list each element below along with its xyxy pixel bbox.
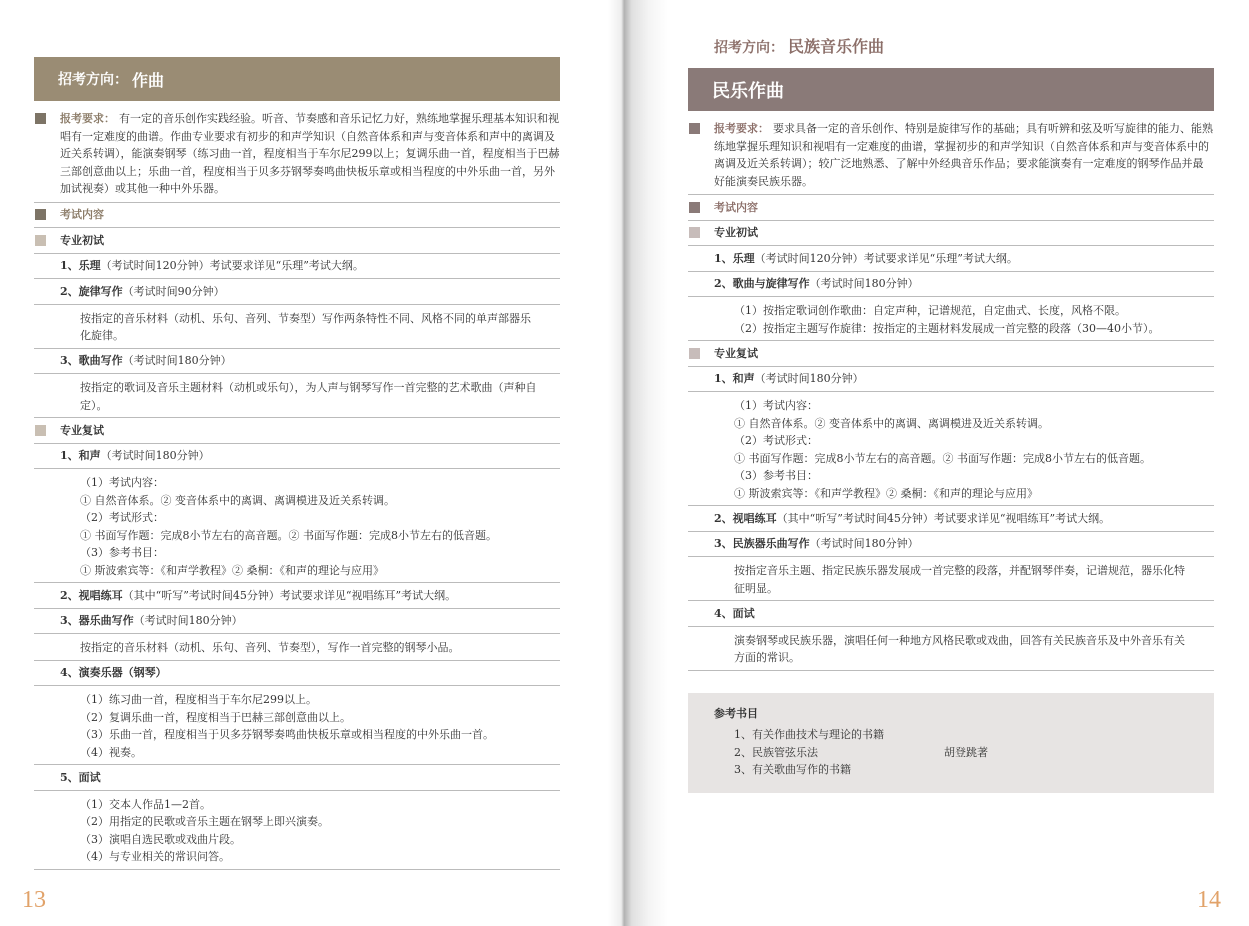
square-bullet-icon (35, 113, 46, 124)
reference-item (714, 726, 1190, 744)
sub-line: （4）视奏。 (80, 745, 142, 759)
exam-content-label: 考试内容 (714, 200, 758, 214)
exam-item-title: 2、视唱练耳 (714, 511, 777, 525)
sub-line: ① 自然音体系。② 变音体系中的离调、离调模进及近关系转调。 (80, 493, 395, 507)
exam-item-detail: （考试时间120分钟）考试要求详见“乐理”考试大纲。 (100, 259, 364, 272)
square-bullet-icon (689, 227, 700, 238)
sub-line: 按指定的歌词及音乐主题材料（动机或乐句），为人声与钢琴写作一首完整的艺术歌曲（声种自定）。 (80, 381, 537, 412)
left-content (34, 57, 560, 870)
exam-item-subcontent (34, 686, 560, 765)
exam-item-subcontent (688, 392, 1214, 506)
right-requirement (688, 111, 1214, 195)
exam-item-title: 2、歌曲与旋律写作 (714, 277, 810, 290)
sub-line: ① 斯波索宾等：《和声学教程》② 桑桐：《和声的理论与应用》 (80, 563, 384, 577)
right-final-list (688, 367, 1214, 671)
sub-line: （1）考试内容： (80, 476, 164, 489)
right-header-value: 民族音乐作曲 (788, 37, 885, 56)
exam-item-detail: （考试时间180分钟） (100, 449, 210, 462)
final-label: 专业复试 (60, 423, 104, 437)
sub-line: 按指定的音乐材料（动机、乐句、音列、节奏型），写作一首完整的钢琴小品。 (80, 641, 460, 654)
exam-item (34, 444, 560, 470)
page-number: 13 (22, 887, 46, 913)
sub-line: （2）用指定的民歌或音乐主题在钢琴上即兴演奏。 (80, 815, 329, 828)
exam-content-label: 考试内容 (60, 208, 104, 221)
exam-item-subcontent (688, 557, 1214, 601)
sub-line: （2）考试形式： (80, 511, 164, 524)
exam-item-detail: （考试时间180分钟） (133, 614, 243, 627)
left-header-value: 作曲 (132, 70, 165, 90)
reference-author: 胡登跳著 (944, 745, 988, 759)
reference-item (714, 744, 1190, 762)
exam-item-subcontent (688, 297, 1214, 341)
exam-item (34, 765, 560, 791)
sub-line: （1）交本人作品1—2首。 (80, 797, 211, 811)
sub-line: （4）与专业相关的常识问答。 (80, 850, 230, 863)
square-bullet-icon (35, 235, 46, 246)
exam-item-title: 1、乐理 (714, 251, 755, 265)
exam-item-detail: （考试时间180分钟） (809, 537, 919, 550)
exam-item-subcontent (688, 627, 1214, 671)
exam-item-detail: （考试时间180分钟） (809, 277, 919, 290)
square-bullet-icon (689, 123, 700, 134)
exam-item-subcontent (34, 791, 560, 870)
exam-item (688, 272, 1214, 298)
sub-line: （1）考试内容： (734, 399, 818, 412)
exam-item-title: 2、视唱练耳 (60, 588, 123, 602)
exam-item-title: 4、面试 (714, 606, 755, 620)
sub-line: ① 书面写作题：完成8小节左右的高音题。② 书面写作题：完成8小节左右的低音题。 (80, 528, 497, 542)
exam-item (34, 254, 560, 280)
exam-item-detail: （其中“听写”考试时间45分钟）考试要求详见“视唱练耳”考试大纲。 (122, 588, 457, 602)
reference-item (714, 761, 1190, 779)
square-bullet-icon (689, 202, 700, 213)
exam-item-subcontent (34, 305, 560, 349)
exam-item-subcontent (34, 469, 560, 583)
requirement-key: 报考要求： (60, 112, 115, 125)
square-bullet-icon (689, 348, 700, 359)
sub-line: 按指定的音乐材料（动机、乐句、音列、节奏型）写作两条特性不同、风格不同的单声部器乐化旋律。 (80, 311, 531, 342)
reference-text: 2、民族管弦乐法 (734, 745, 818, 759)
sub-line: （3）演唱自选民歌或戏曲片段。 (80, 832, 241, 846)
reference-text: 3、有关歌曲写作的书籍 (734, 763, 851, 776)
exam-item (688, 601, 1214, 627)
reference-text: 1、有关作曲技术与理论的书籍 (734, 728, 884, 741)
references-list (714, 726, 1190, 779)
right-prelim-heading (688, 221, 1214, 247)
exam-item-title: 1、和声 (60, 449, 101, 462)
exam-item (34, 349, 560, 375)
exam-item-detail: （考试时间180分钟） (754, 372, 864, 385)
exam-item-title: 3、歌曲写作 (60, 354, 123, 367)
square-bullet-icon (35, 209, 46, 220)
exam-item (34, 279, 560, 305)
exam-item (688, 532, 1214, 558)
right-bar-title: 民乐作曲 (712, 80, 784, 102)
sub-line: （1）练习曲一首，程度相当于车尔尼299以上。 (80, 693, 317, 706)
requirement-text: 要求具备一定的音乐创作、特别是旋律写作的基础；具有听辨和弦及听写旋律的能力、能熟练地掌握乐理知识和视唱有一定难度的曲谱，掌握初步的和声学知识（自然音体系和声与变音体系中的离调及近关系转调）；较广泛地熟悉、了解中外经典音乐作品；要求能演奏有一定难度的钢琴作品并最好能演奏民族乐器。 (714, 122, 1213, 188)
exam-item (688, 506, 1214, 532)
exam-item (688, 367, 1214, 393)
references-title: 参考书目 (714, 706, 758, 720)
left-page (0, 0, 624, 926)
exam-item-title: 3、民族器乐曲写作 (714, 537, 810, 550)
exam-item-title: 2、旋律写作 (60, 284, 123, 298)
page-number: 14 (1197, 887, 1221, 913)
left-final-heading (34, 418, 560, 444)
sub-line: （2）考试形式： (734, 434, 818, 447)
left-exam-content-heading (34, 203, 560, 229)
exam-item-detail: （考试时间90分钟） (122, 284, 225, 298)
final-label: 专业复试 (714, 346, 758, 360)
sub-line: （3）乐曲一首，程度相当于贝多芬钢琴奏鸣曲快板乐章或相当程度的中外乐曲一首。 (80, 728, 494, 741)
sub-line: （2）复调乐曲一首，程度相当于巴赫三部创意曲以上。 (80, 710, 351, 724)
sub-line: （2）按指定主题写作旋律：按指定的主题材料发展成一首完整的段落（30—40小节）。 (734, 321, 1160, 335)
sub-line: （3）参考书目： (80, 546, 164, 559)
square-bullet-icon (35, 425, 46, 436)
left-prelim-list (34, 254, 560, 419)
sub-line: （3）参考书目： (734, 469, 818, 482)
exam-item (34, 661, 560, 687)
exam-item-title: 1、乐理 (60, 259, 101, 272)
references-box (688, 693, 1214, 793)
exam-item-title: 4、演奏乐器（钢琴） (60, 666, 167, 679)
exam-item-subcontent (34, 634, 560, 661)
right-title-bar (688, 68, 1214, 111)
exam-item-title: 5、面试 (60, 770, 101, 784)
exam-item-detail: （其中“听写”考试时间45分钟）考试要求详见“视唱练耳”考试大纲。 (776, 511, 1111, 525)
requirement-text: 有一定的音乐创作实践经验。听音、节奏感和音乐记忆力好，熟练地掌握乐理基本知识和视唱有一定难度的曲谱。作曲专业要求有初步的和声学知识（自然音体系和声与变音体系和声中的离调及近关系转调），能演奏钢琴（练习曲一首，程度相当于车尔尼299以上；复调乐曲一首，程度相当于巴赫三部创意曲以上；乐曲一首，程度相当于贝多芬钢琴奏鸣曲快板乐章或相当程度的中外乐曲一首，另外加试视奏）或其他一种中外乐器。 (60, 112, 560, 195)
right-header-label: 招考方向： (714, 40, 784, 56)
left-requirement (34, 101, 560, 203)
prelim-label: 专业初试 (714, 226, 758, 239)
left-prelim-heading (34, 228, 560, 254)
book-gutter-shadow (608, 0, 668, 926)
sub-line: ① 斯波索宾等：《和声学教程》② 桑桐：《和声的理论与应用》 (734, 486, 1038, 500)
exam-item-title: 3、器乐曲写作 (60, 614, 134, 627)
sub-line: ① 自然音体系。② 变音体系中的离调、离调模进及近关系转调。 (734, 416, 1049, 430)
left-header-label: 招考方向： (58, 72, 128, 88)
exam-item-detail: （考试时间120分钟）考试要求详见“乐理”考试大纲。 (754, 251, 1018, 265)
exam-item (34, 609, 560, 635)
exam-item-detail: （考试时间180分钟） (122, 354, 232, 367)
left-header-bar (34, 57, 560, 101)
right-prelim-list (688, 246, 1214, 341)
requirement-key: 报考要求： (714, 122, 769, 135)
prelim-label: 专业初试 (60, 233, 104, 247)
right-header (688, 23, 1214, 57)
exam-item (688, 246, 1214, 272)
right-content (688, 0, 1214, 793)
right-final-heading (688, 341, 1214, 367)
sub-line: 演奏钢琴或民族乐器，演唱任何一种地方风格民歌或戏曲，回答有关民族音乐及中外音乐有关方面的常识。 (734, 633, 1185, 664)
sub-line: 按指定音乐主题、指定民族乐器发展成一首完整的段落，并配钢琴伴奏，记谱规范，器乐化特征明显。 (734, 564, 1185, 595)
right-exam-content-heading (688, 195, 1214, 221)
left-final-list (34, 444, 560, 870)
sub-line: （1）按指定歌词创作歌曲：自定声种，记谱规范，自定曲式、长度，风格不限。 (734, 304, 1126, 317)
exam-item (34, 583, 560, 609)
exam-item-title: 1、和声 (714, 372, 755, 385)
sub-line: ① 书面写作题：完成8小节左右的高音题。② 书面写作题：完成8小节左右的低音题。 (734, 451, 1151, 465)
exam-item-subcontent (34, 374, 560, 418)
